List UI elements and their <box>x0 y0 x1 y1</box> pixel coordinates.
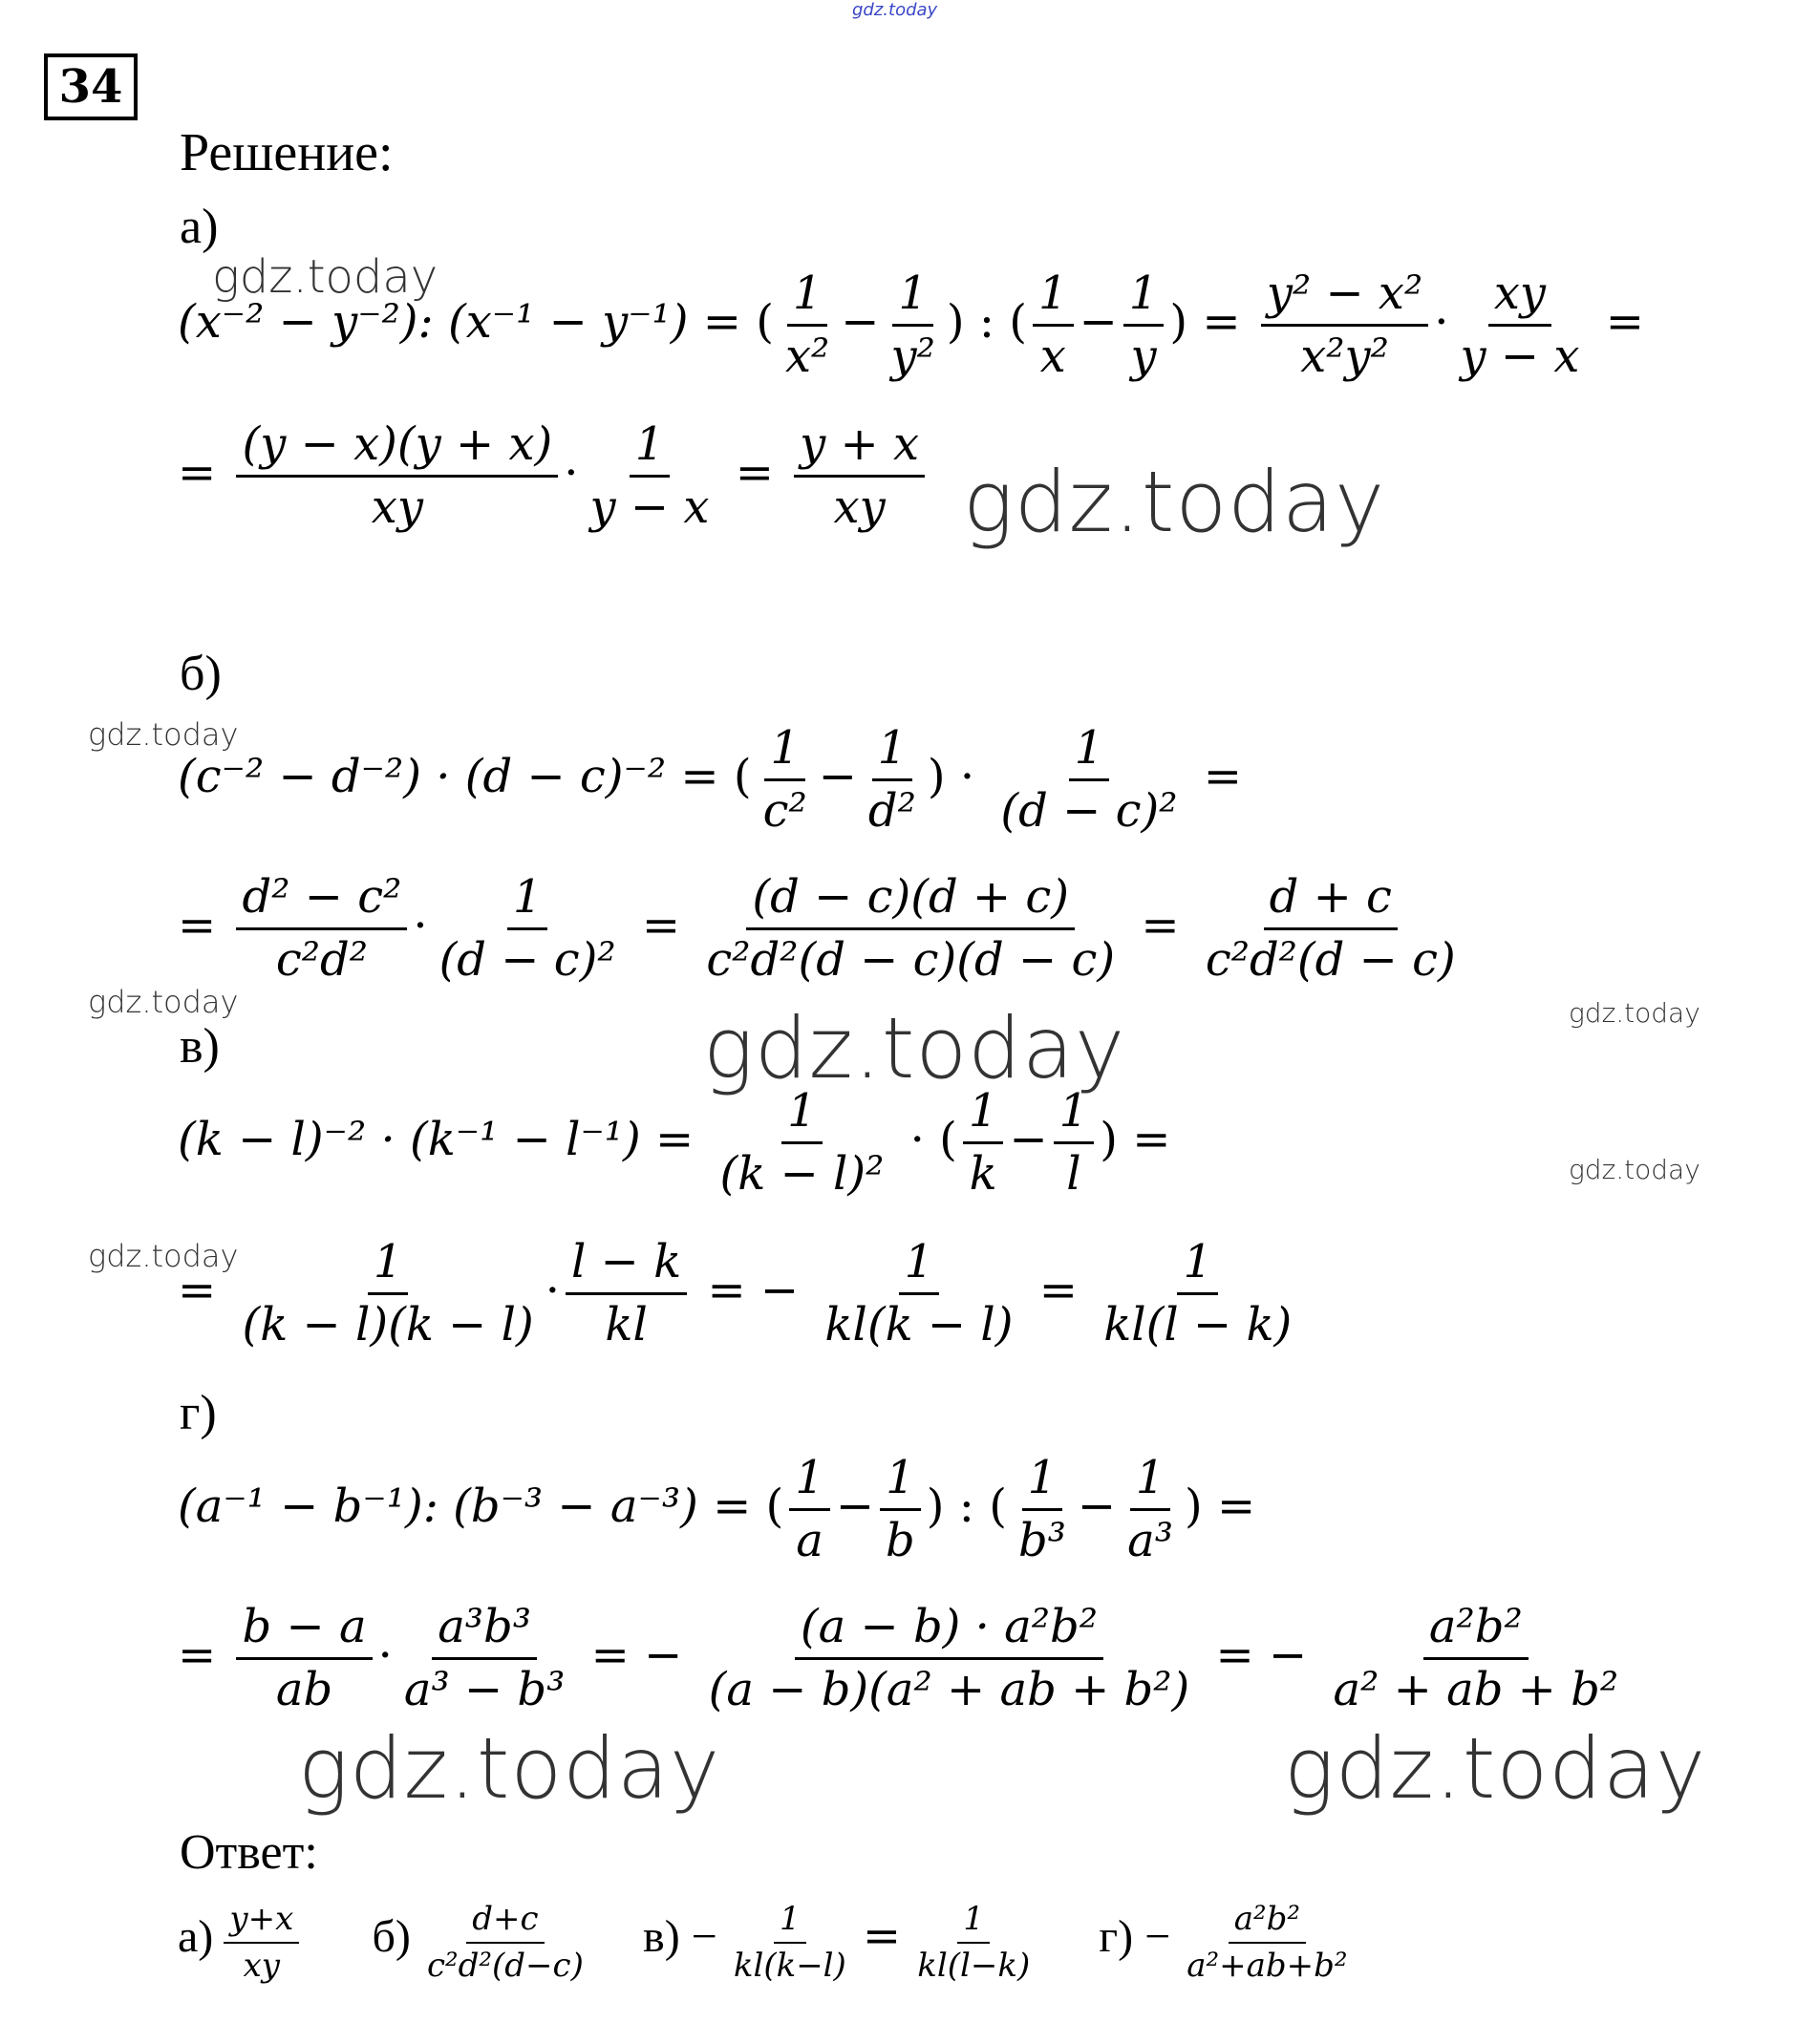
lhs: (c⁻² − d⁻²) · (d − c)⁻² = <box>178 750 719 804</box>
numerator: 1 <box>892 267 933 327</box>
watermark: gdz.today <box>298 1719 721 1818</box>
denominator: ab <box>275 1663 333 1717</box>
numerator: 1 <box>872 722 913 781</box>
numerator: a²b² <box>1229 1901 1306 1944</box>
denominator: (k − l)² <box>719 1147 885 1202</box>
part-b-line-1: (c⁻² − d⁻²) · (d − c)⁻² = ( $\frac{1}{\text{c²}}$ − $\frac{1}{\text{d²}}$ ) · $\frac{1}{\text{(d − c)²}}$ = <box>178 721 1242 839</box>
numerator: 1 <box>774 1901 806 1944</box>
problem-number: 34 <box>44 53 138 120</box>
answer-g-label: г) − <box>1099 1911 1171 1963</box>
numerator: 1 <box>899 1236 940 1295</box>
part-v-line-2: = $\frac{1}{(k - l)(k - l)}$ · $\frac{l - k}{kl}$ = − $\frac{1}{kl(k - l)}$ = $\frac{1}{kl(l - k)}$ <box>178 1236 1303 1352</box>
denominator: x²y² <box>1300 330 1389 384</box>
denominator: a²+ab+b² <box>1187 1947 1348 1986</box>
numerator: b − a <box>236 1601 372 1660</box>
denominator: a² + ab + b² <box>1333 1663 1619 1717</box>
numerator: d² − c² <box>236 871 407 930</box>
part-b-line-2: = $\frac{\text{d² − c²}}{\text{c²d²}}$ · $\frac{1}{\text{(d − c)²}}$ = $\frac{(d - c)(d + c)}{\text{c²d²(d − c)(d − c)}}$ = $\frac{d + c}{\text{c²d²(d − c)}}$ <box>178 871 1467 987</box>
watermark: gdz.today <box>963 453 1386 551</box>
denominator: l <box>1066 1147 1081 1202</box>
answer-v-label: в) − <box>643 1911 717 1963</box>
denominator: kl(l−k) <box>917 1947 1031 1986</box>
numerator: 1 <box>957 1901 990 1944</box>
denominator: x <box>1039 330 1066 384</box>
denominator: kl(l − k) <box>1103 1298 1293 1352</box>
numerator: d+c <box>466 1901 544 1944</box>
numerator: y + x <box>794 418 925 478</box>
watermark: gdz.today <box>1569 1154 1700 1185</box>
denominator: xy <box>371 480 423 535</box>
watermark: gdz.today <box>88 1238 239 1274</box>
answer-line <box>178 1901 1359 1985</box>
part-a-line-1: (x⁻² − y⁻²): (x⁻¹ − y⁻¹) = ( $\frac{1}{\text{x²}}$ − $\frac{1}{\text{y²}}$ ) : ( $\frac{1}{x}$ − $\frac{1}{y}$ ) = $\frac{\text{y² − x²}}{\text{x²y²}}$ · $\frac{xy}{y - x}$ = <box>178 266 1644 384</box>
numerator: d + c <box>1264 871 1398 930</box>
denominator: kl(k − l) <box>824 1298 1014 1352</box>
lhs: (x⁻² − y⁻²): (x⁻¹ − y⁻¹) = <box>178 295 741 350</box>
denominator: d² <box>867 784 916 839</box>
numerator: 1 <box>507 871 548 930</box>
lhs: (a⁻¹ − b⁻¹): (b⁻³ − a⁻³) = <box>178 1480 752 1534</box>
denominator: b <box>886 1514 915 1568</box>
numerator: 1 <box>963 1085 1004 1144</box>
numerator: 1 <box>1054 1085 1095 1144</box>
numerator: (a − b) · a²b² <box>795 1601 1103 1660</box>
answer-v-equals: = <box>862 1909 902 1964</box>
denominator: kl <box>605 1298 648 1352</box>
denominator: c² <box>762 784 807 839</box>
numerator: 1 <box>368 1236 409 1295</box>
watermark: gdz.today <box>88 716 239 753</box>
denominator: kl(k−l) <box>733 1947 846 1986</box>
part-g-line-2: = $\frac{b - a}{ab}$ · $\frac{\text{a³b³}}{\text{a³ − b³}}$ = − $\frac{\text{(a − b) · a²b²}}{\text{(a − b)(a² + ab + b²)}}$ = − $\frac{\text{a²b²}}{\text{a² + ab + b²}}$ <box>178 1601 1630 1716</box>
numerator: 1 <box>787 267 828 327</box>
solution-heading: Решение: <box>180 123 394 182</box>
part-v-line-1: (k − l)⁻² · (k⁻¹ − l⁻¹) = $\frac{1}{\text{(k − l)²}}$ · ( $\frac{1}{k}$ − $\frac{1}{l}$ ) = <box>178 1084 1171 1202</box>
numerator: 1 <box>630 418 671 478</box>
watermark: gdz.today <box>212 250 438 304</box>
answer-b-label: б) <box>372 1911 411 1963</box>
denominator: (a − b)(a² + ab + b²) <box>708 1663 1190 1717</box>
denominator: (k − l)(k − l) <box>242 1298 534 1352</box>
denominator: (d − c)² <box>1000 784 1178 839</box>
numerator: 1 <box>1069 722 1110 781</box>
numerator: l − k <box>566 1236 687 1295</box>
part-g-line-1: (a⁻¹ − b⁻¹): (b⁻³ − a⁻³) = ( $\frac{1}{a}$ − $\frac{1}{b}$ ) : ( $\frac{1}{\text{b³}}$ − $\frac{1}{\text{a³}}$ ) = <box>178 1451 1256 1568</box>
lhs: (k − l)⁻² · (k⁻¹ − l⁻¹) = <box>178 1113 695 1167</box>
denominator: xy <box>243 1947 281 1986</box>
denominator: y − x <box>1460 330 1580 384</box>
denominator: c²d² <box>275 933 368 988</box>
denominator: a <box>796 1514 823 1568</box>
watermark: gdz.today <box>88 984 239 1020</box>
numerator: 1 <box>1177 1236 1218 1295</box>
numerator: 1 <box>781 1085 823 1144</box>
numerator: 1 <box>789 1452 830 1511</box>
numerator: (y − x)(y + x) <box>236 418 558 478</box>
numerator: y² − x² <box>1261 267 1428 327</box>
denominator: c²d²(d − c)(d − c) <box>706 933 1116 988</box>
numerator: 1 <box>1130 1452 1171 1511</box>
numerator: (d − c)(d + c) <box>746 871 1075 930</box>
denominator: b³ <box>1017 1514 1066 1568</box>
denominator: k <box>969 1147 997 1202</box>
answer-a-label: а) <box>178 1911 214 1963</box>
part-a-line-2: = $\frac{(y - x)(y + x)}{xy}$ · $\frac{1}{y - x}$ = $\frac{y + x}{xy}$ <box>178 418 930 534</box>
denominator: (d − c)² <box>438 933 616 988</box>
watermark: gdz.today <box>1284 1719 1707 1818</box>
denominator: a³ <box>1127 1514 1173 1568</box>
answer-heading: Ответ: <box>180 1825 318 1880</box>
numerator: y+x <box>224 1901 299 1944</box>
watermark: gdz.today <box>1569 997 1700 1029</box>
watermark: gdz.today <box>703 999 1126 1097</box>
part-g-label: г) <box>180 1386 217 1440</box>
numerator: a³b³ <box>432 1601 537 1660</box>
numerator: xy <box>1488 267 1551 327</box>
denominator: y <box>1130 330 1157 384</box>
denominator: c²d²(d − c) <box>1205 933 1456 988</box>
denominator: xy <box>833 480 886 535</box>
denominator: x² <box>784 330 830 384</box>
denominator: y² <box>890 330 935 384</box>
numerator: 1 <box>764 722 805 781</box>
numerator: 1 <box>1022 1452 1063 1511</box>
numerator: 1 <box>1123 267 1165 327</box>
numerator: 1 <box>1033 267 1074 327</box>
denominator: c²d²(d−c) <box>426 1947 584 1986</box>
part-a-label: а) <box>180 200 219 254</box>
numerator: 1 <box>880 1452 921 1511</box>
denominator: a³ − b³ <box>403 1663 566 1717</box>
numerator: a²b² <box>1423 1601 1529 1660</box>
part-b-label: б) <box>180 647 222 701</box>
header-watermark: gdz.today <box>852 0 938 20</box>
part-v-label: в) <box>180 1019 220 1074</box>
denominator: y − x <box>589 480 710 535</box>
